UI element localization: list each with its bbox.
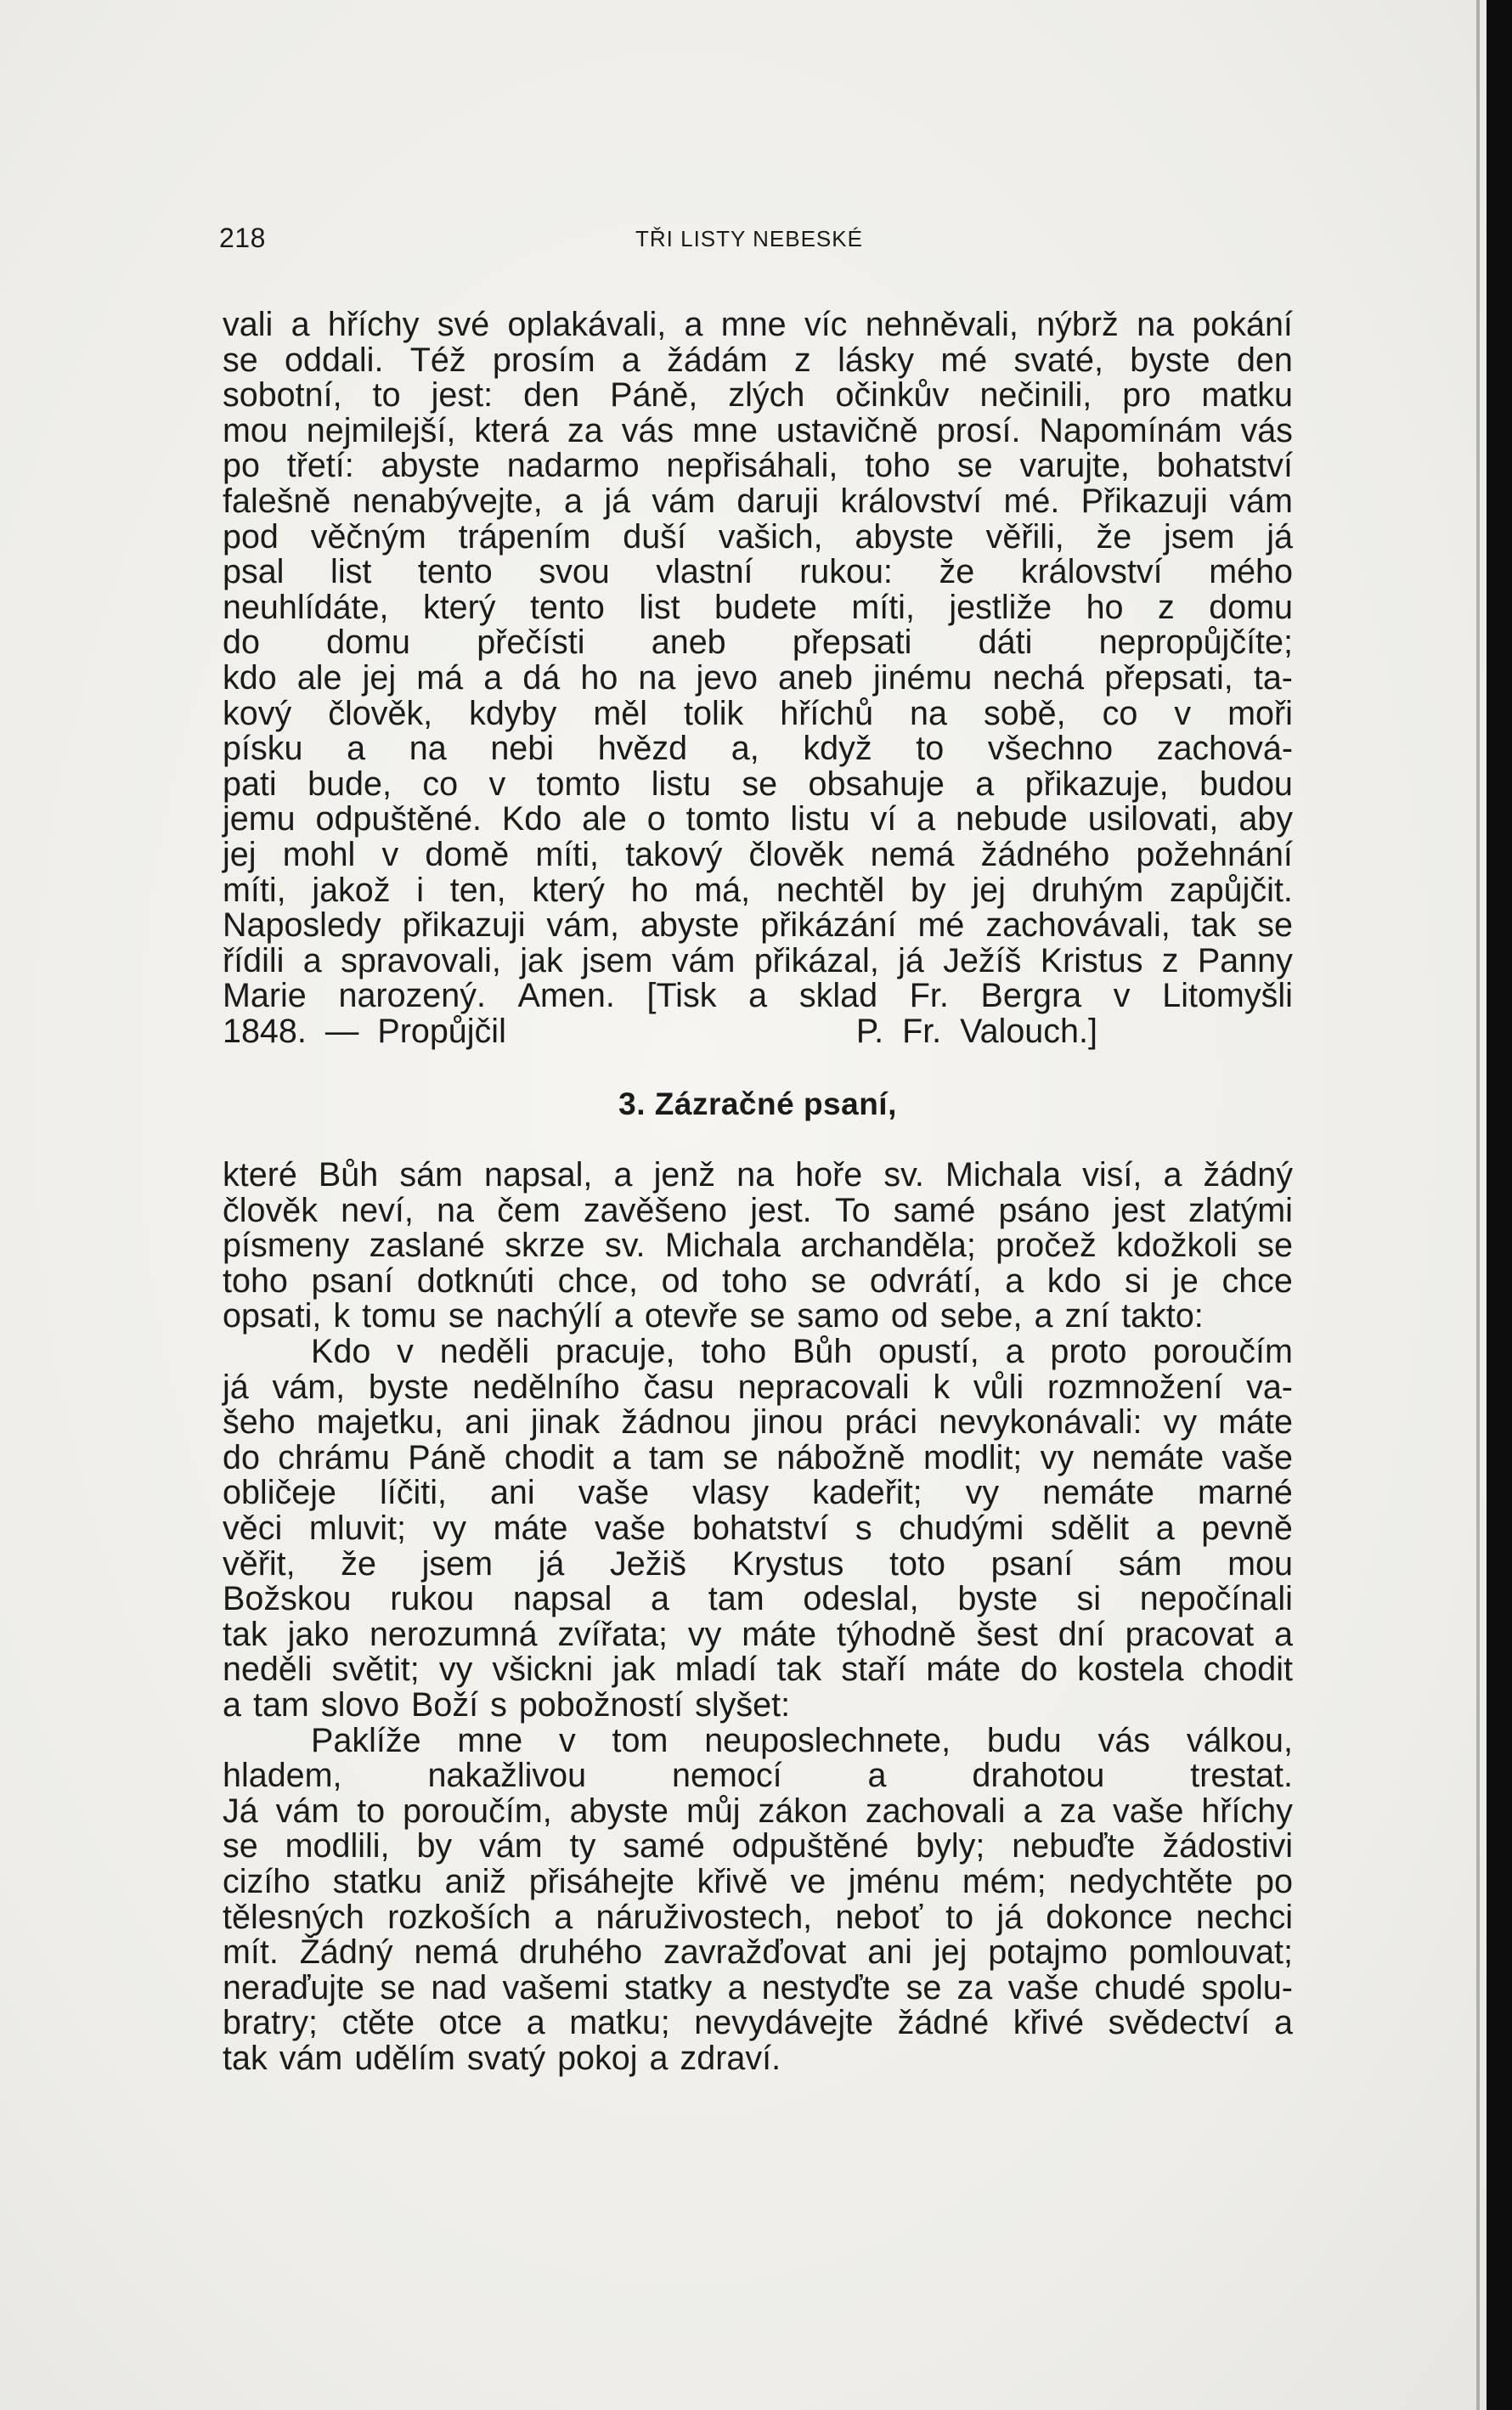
scan-edge-shadow <box>1487 0 1512 2410</box>
text-line: věřit, že jsem já Ježiš Krystus toto psaní sám mou <box>223 1544 1293 1583</box>
text-line: člověk neví, na čem zavěšeno jest. To samé psáno jest zlatými <box>223 1191 1293 1229</box>
paragraph-2 <box>223 1158 1293 1335</box>
body-text <box>223 308 1293 2077</box>
text-line: kový člověk, kdyby měl tolik hříchů na sobě, co v moři <box>223 694 1293 732</box>
text-line: po třetí: abyste nadarmo nepřisáhali, toho se varujte, bohatství <box>223 447 1293 485</box>
text-line: se modlili, by vám ty samé odpuštěné byly; nebuďte žádostivi <box>223 1827 1293 1865</box>
text-line: řídili a spravovali, jak jsem vám přikázal, já Ježíš Kristus z Panny <box>223 941 1293 979</box>
text-line: pod věčným trápením duší vašich, abyste věřili, že jsem já <box>223 517 1293 556</box>
text-line: cizího statku aniž přisáhejte křivě ve jménu mém; nedychtěte po <box>223 1862 1293 1900</box>
text-line: šeho majetku, ani jinak žádnou jinou práci nevykonávali: vy máte <box>223 1403 1293 1442</box>
text-line: jemu odpuštěné. Kdo ale o tomto listu ví a nebude usilovati, aby <box>223 800 1293 838</box>
text-line: písmeny zaslané skrze sv. Michala archanděla; pročež kdožkoli se <box>223 1227 1293 1265</box>
text-line: tak vám udělím svatý pokoj a zdraví. <box>223 2039 781 2077</box>
text-line: vali a hříchy své oplakávali, a mne víc nehněvali, nýbrž na pokání <box>223 306 1293 343</box>
page-number: 218 <box>219 223 266 253</box>
text-line: tělesných rozkoších a náruživostech, neboť to já dokonce nechci <box>223 1898 1293 1936</box>
text-line: Božskou rukou napsal a tam odeslal, byste si nepočínali <box>223 1580 1293 1618</box>
text-line: do domu přečísti aneb přepsati dáti nepropůjčíte; <box>223 624 1293 662</box>
text-line: opsati, k tomu se nachýlí a otevře se samo od sebe, a zní takto: <box>223 1297 1204 1335</box>
running-title: TŘI LISTY NEBESKÉ <box>635 226 863 251</box>
text-line: Kdo v neděli pracuje, toho Bůh opustí, a proto poroučím <box>311 1333 1293 1371</box>
text-line: falešně nenabývejte, a já vám daruji království mé. Přikazuji vám <box>223 482 1293 520</box>
text-line: sobotní, to jest: den Páně, zlých očinkův nečinili, pro matku <box>223 376 1293 415</box>
text-line: obličeje líčiti, ani vaše vlasy kadeřit; vy nemáte marné <box>223 1474 1293 1512</box>
text-line: míti, jakož i ten, který ho má, nechtěl by jej druhým zapůjčit. <box>223 871 1293 909</box>
paragraph-3 <box>223 1335 1293 1724</box>
page-header <box>219 223 1289 257</box>
paragraph-1 <box>223 308 1293 1049</box>
text-line: věci mluvit; vy máte vaše bohatství s chudými sdělit a pevně <box>223 1510 1293 1547</box>
text-line: neuhlídáte, který tento list budete míti, jestliže ho z domu <box>223 588 1293 626</box>
text-line: neraďujte se nad vašemi statky a nestyďte se za vaše chudé spolu- <box>223 1968 1293 2006</box>
text-line: se oddali. Též prosím a žádám z lásky mé svaté, byste den <box>223 341 1293 379</box>
text-line: Naposledy přikazuji vám, abyste přikázání mé zachovávali, tak se <box>223 906 1293 945</box>
text-line: pati bude, co v tomto listu se obsahuje a přikazuje, budou <box>223 765 1293 803</box>
text-line: písku a na nebi hvězd a, když to všechno zachová- <box>223 730 1293 768</box>
text-line: Marie narozený. Amen. [Tisk a sklad Fr. Bergra v Litomyšli <box>223 977 1293 1015</box>
text-line: a tam slovo Boží s pobožností slyšet: <box>223 1685 791 1724</box>
text-line: toho psaní dotknúti chce, od toho se odvrátí, a kdo si je chce <box>223 1261 1293 1300</box>
text-line: já vám, byste nedělního času nepracovali k vůli rozmnožení va- <box>223 1368 1293 1406</box>
section-heading: 3. Zázračné psaní, <box>618 1086 897 1122</box>
text-line: které Bůh sám napsal, a jenž na hoře sv. Michala visí, a žádný <box>223 1156 1293 1194</box>
text-line: tak jako nerozumná zvířata; vy máte týhodně šest dní pracovat a <box>223 1615 1293 1653</box>
text-line: neděli světit; vy všickni jak mladí tak staří máte do kostela chodit <box>223 1651 1293 1689</box>
text-line: psal list tento svou vlastní rukou: že království mého <box>223 553 1293 591</box>
text-line: do chrámu Páně chodit a tam se nábožně modlit; vy nemáte vaše <box>223 1438 1293 1476</box>
text-line: 1848. — Propůjčil P. Fr. Valouch.] <box>223 1012 1097 1050</box>
scan-edge-line <box>1476 0 1480 2410</box>
text-line: kdo ale jej má a dá ho na jevo aneb jinému nechá přepsati, ta- <box>223 658 1293 697</box>
paragraph-4 <box>223 1721 1293 2077</box>
text-line: Paklíže mne v tom neuposlechnete, budu vás válkou, <box>311 1721 1293 1759</box>
text-line: mít. Žádný nemá druhého zavražďovat ani jej potajmo pomlouvat; <box>223 1933 1293 1972</box>
text-line: mou nejmilejší, která za vás mne ustavičně prosí. Napomínám vás <box>223 411 1293 449</box>
text-line: Já vám to poroučím, abyste můj zákon zachovali a za vaše hříchy <box>223 1792 1293 1830</box>
text-line: bratry; ctěte otce a matku; nevydávejte žádné křivé svědectví a <box>223 2004 1293 2042</box>
text-line: jej mohl v domě míti, takový člověk nemá žádného požehnání <box>223 835 1293 873</box>
text-line: hladem, nakažlivou nemocí a drahotou trestat. <box>223 1757 1293 1795</box>
